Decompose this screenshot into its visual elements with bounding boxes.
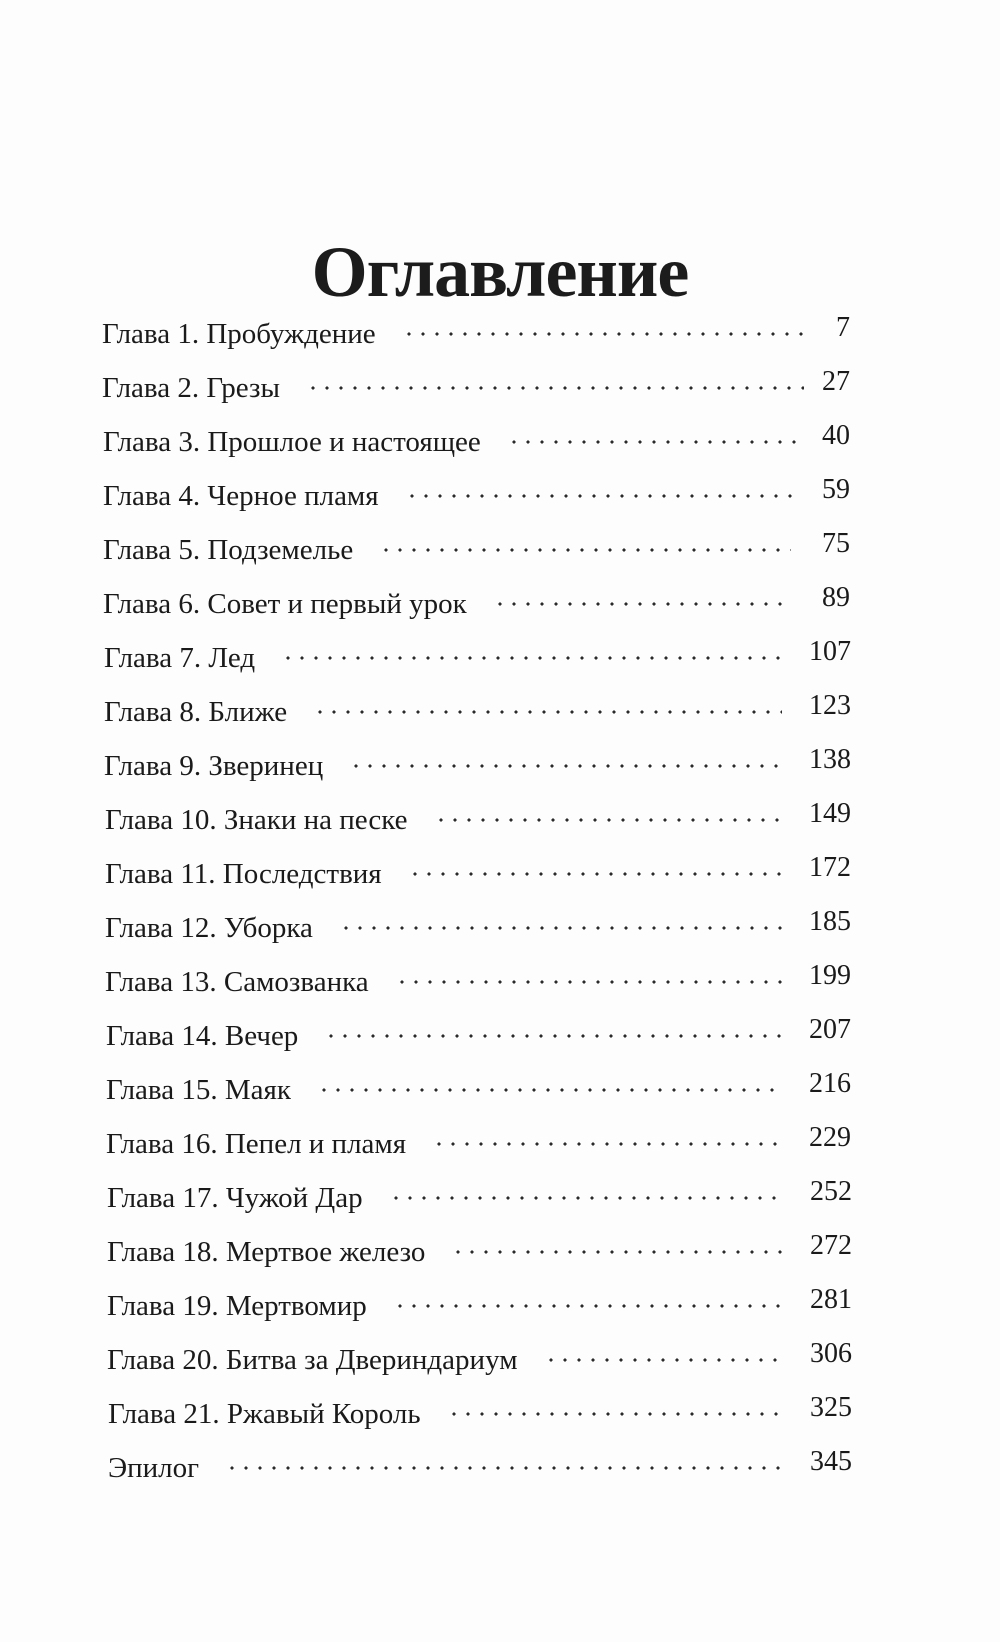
toc-dot-leader	[317, 1088, 782, 1092]
toc-entry	[0, 634, 1000, 688]
toc-entry-title: Глава 8. Ближе	[104, 698, 291, 727]
toc-dot-leader	[349, 764, 782, 768]
toc-entry	[0, 310, 1000, 364]
toc-entry-title: Глава 2. Грезы	[102, 374, 284, 403]
toc-entry	[0, 796, 1000, 850]
toc-entry	[0, 1336, 1000, 1390]
toc-entry-title: Глава 21. Ржавый Король	[108, 1400, 425, 1429]
toc-entry-page-number: 345	[810, 1446, 852, 1477]
toc-dot-leader	[507, 440, 799, 444]
toc-entry	[0, 1228, 1000, 1282]
toc-entry-title: Глава 15. Маяк	[106, 1076, 295, 1105]
toc-entry-title: Эпилог	[108, 1454, 203, 1483]
toc-dot-leader	[544, 1358, 782, 1362]
toc-entry	[0, 850, 1000, 904]
toc-entry	[0, 1066, 1000, 1120]
toc-entry-page-number: 172	[809, 852, 851, 883]
toc-entry-title: Глава 20. Битва за Двериндариум	[107, 1346, 522, 1375]
toc-dot-leader	[324, 1034, 782, 1038]
toc-entry-title: Глава 18. Мертвое железо	[107, 1238, 429, 1267]
toc-dot-leader	[451, 1250, 782, 1254]
toc-entry-title: Глава 6. Совет и первый урок	[103, 590, 471, 619]
toc-dot-leader	[405, 494, 795, 498]
toc-dot-leader	[395, 980, 782, 984]
toc-entry-title: Глава 7. Лед	[104, 644, 259, 673]
toc-entry-page-number: 75	[822, 528, 850, 559]
toc-entry	[0, 526, 1000, 580]
toc-entry-page-number: 272	[810, 1230, 852, 1261]
toc-dot-leader	[281, 656, 782, 660]
toc-entry-title: Глава 9. Зверинец	[104, 752, 327, 781]
toc-entry-page-number: 216	[809, 1068, 851, 1099]
toc-entry	[0, 472, 1000, 526]
toc-entry-title: Глава 12. Уборка	[105, 914, 317, 943]
toc-entry-page-number: 185	[809, 906, 851, 937]
toc-entry	[0, 1174, 1000, 1228]
toc-entry-page-number: 40	[822, 420, 850, 451]
toc-entry	[0, 580, 1000, 634]
toc-entry-title: Глава 1. Пробуждение	[102, 320, 380, 349]
toc-dot-leader	[313, 710, 782, 714]
toc-entry-title: Глава 16. Пепел и пламя	[106, 1130, 410, 1159]
toc-dot-leader	[408, 872, 782, 876]
toc-entry-page-number: 207	[809, 1014, 851, 1045]
toc-dot-leader	[493, 602, 786, 606]
toc-entry-title: Глава 4. Черное пламя	[103, 482, 383, 511]
toc-entry	[0, 904, 1000, 958]
toc-dot-leader	[393, 1304, 782, 1308]
toc-entry-title: Глава 3. Прошлое и настоящее	[103, 428, 485, 457]
toc-dot-leader	[225, 1466, 782, 1470]
toc-entry-page-number: 306	[810, 1338, 852, 1369]
toc-entry-title: Глава 13. Самозванка	[105, 968, 373, 997]
toc-entry-page-number: 7	[836, 312, 850, 343]
toc-dot-leader	[306, 386, 804, 390]
toc-entry-page-number: 123	[809, 690, 851, 721]
toc-entry-page-number: 59	[822, 474, 850, 505]
toc-entry-page-number: 107	[809, 636, 851, 667]
page-title: Оглавление	[311, 232, 689, 313]
toc-entry-page-number: 199	[809, 960, 851, 991]
toc-entry-title: Глава 11. Последствия	[105, 860, 386, 889]
toc-dot-leader	[339, 926, 782, 930]
toc-entry	[0, 1390, 1000, 1444]
toc-entry-page-number: 325	[810, 1392, 852, 1423]
toc-entry-title: Глава 14. Вечер	[106, 1022, 302, 1051]
toc-entry-page-number: 252	[810, 1176, 852, 1207]
toc-entry-page-number: 89	[822, 582, 850, 613]
toc-entry	[0, 1012, 1000, 1066]
toc-entry-title: Глава 19. Мертвомир	[107, 1292, 371, 1321]
toc-entry-page-number: 229	[809, 1122, 851, 1153]
toc-entry	[0, 688, 1000, 742]
toc-entry	[0, 1444, 1000, 1498]
toc-dot-leader	[447, 1412, 782, 1416]
toc-entry	[0, 742, 1000, 796]
toc-entry-page-number: 149	[809, 798, 851, 829]
toc-entry	[0, 418, 1000, 472]
table-of-contents	[0, 310, 1000, 1498]
toc-entry	[0, 1282, 1000, 1336]
toc-entry-page-number: 281	[810, 1284, 852, 1315]
toc-entry	[0, 958, 1000, 1012]
toc-entry-page-number: 27	[822, 366, 850, 397]
toc-dot-leader	[402, 332, 808, 336]
toc-entry-page-number: 138	[809, 744, 851, 775]
toc-entry	[0, 364, 1000, 418]
toc-dot-leader	[434, 818, 782, 822]
toc-entry-title: Глава 10. Знаки на песке	[105, 806, 412, 835]
toc-dot-leader	[389, 1196, 782, 1200]
toc-entry	[0, 1120, 1000, 1174]
toc-dot-leader	[432, 1142, 782, 1146]
toc-dot-leader	[379, 548, 791, 552]
toc-entry-title: Глава 5. Подземелье	[103, 536, 357, 565]
toc-entry-title: Глава 17. Чужой Дар	[107, 1184, 367, 1213]
